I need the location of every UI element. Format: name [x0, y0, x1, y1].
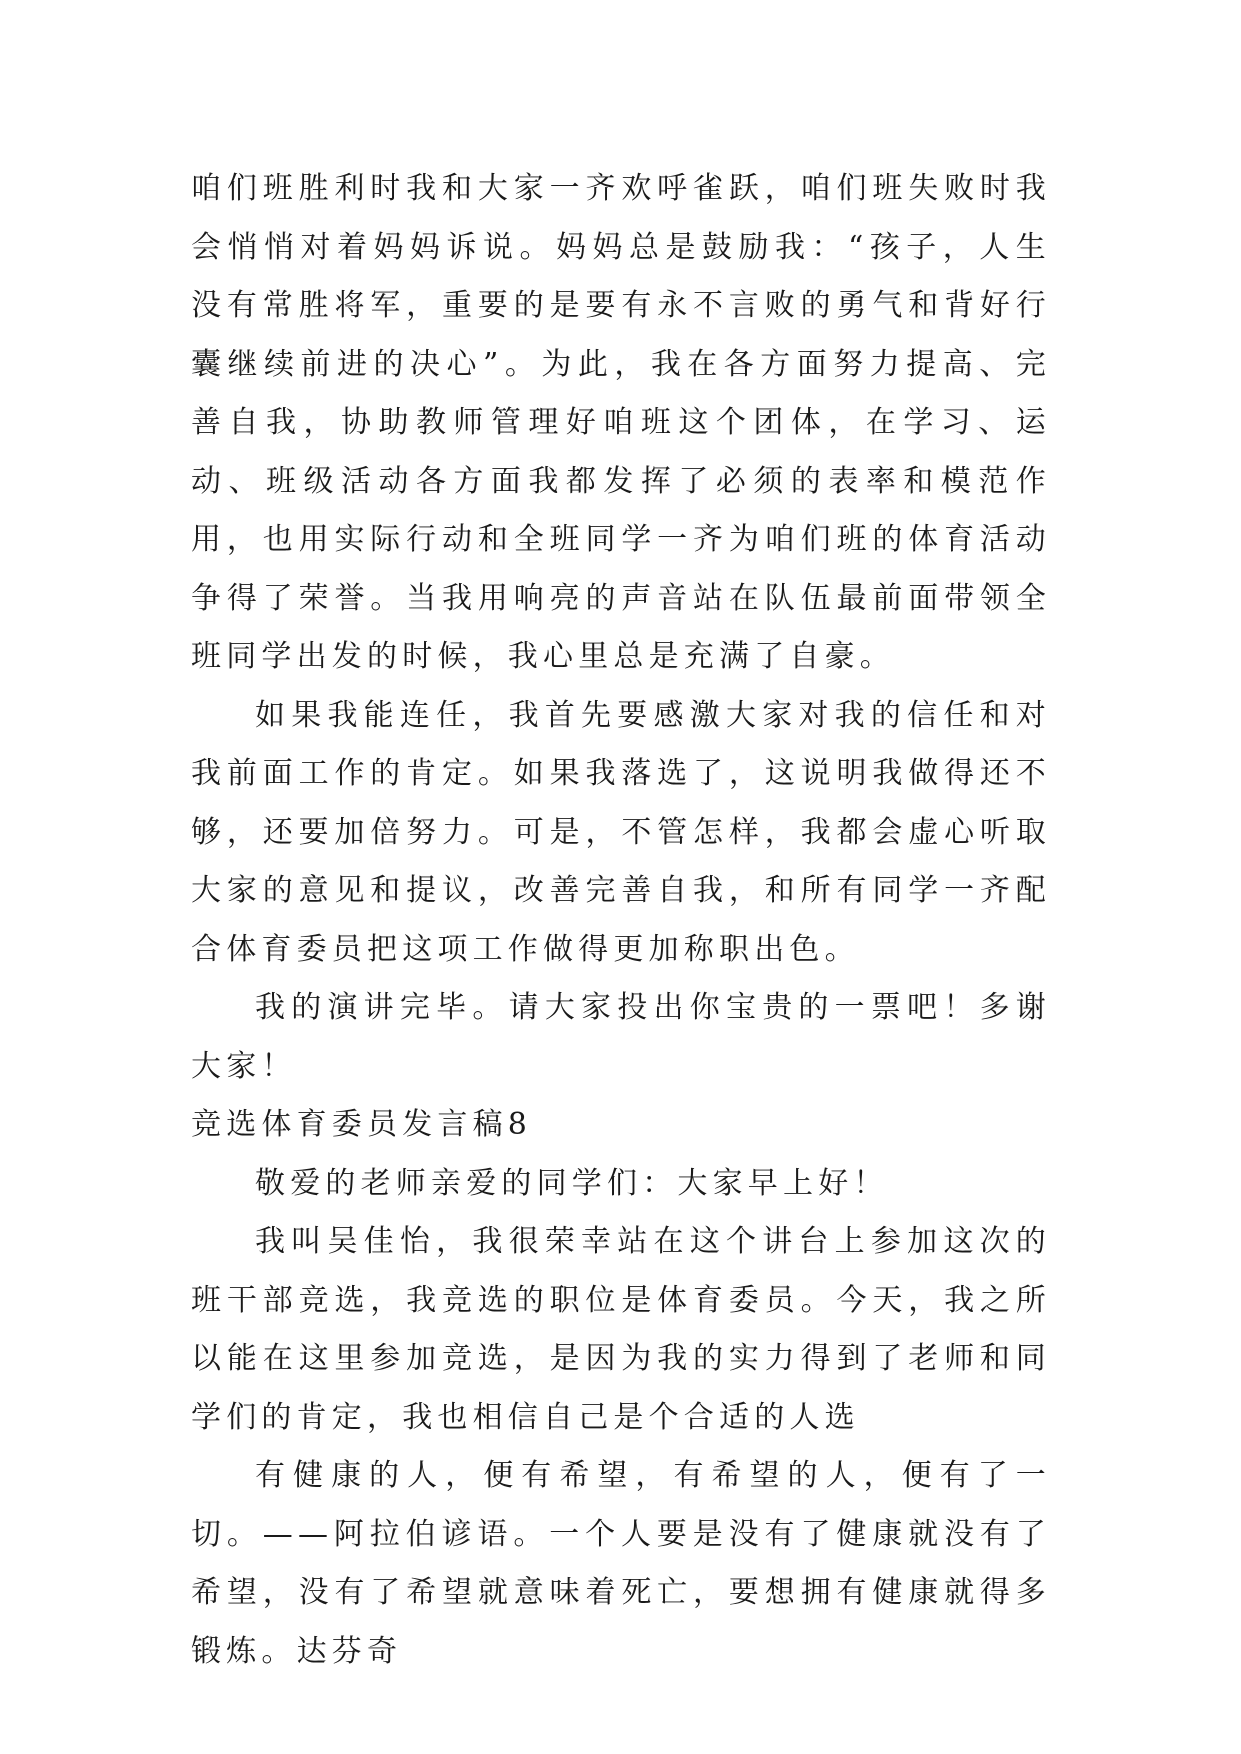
paragraph: 我叫吴佳怡，我很荣幸站在这个讲台上参加这次的班干部竞选，我竞选的职位是体育委员。今天，我之所以能在这里参加竞选，是因为我的实力得到了老师和同学们的肯定，我也相信自己是个合适的人选 — [191, 1224, 1051, 1435]
document-page — [191, 160, 1051, 1681]
paragraph: 如果我能连任，我首先要感激大家对我的信任和对我前面工作的肯定。如果我落选了，这说明我做得还不够，还要加倍努力。可是，不管怎样，我都会虚心听取大家的意见和提议，改善完善自我，和所有同学一齐配合体育委员把这项工作做得更加称职出色。 — [191, 697, 1051, 967]
paragraph: 有健康的人，便有希望，有希望的人，便有了一切。——阿拉伯谚语。一个人要是没有了健康就没有了希望，没有了希望就意味着死亡，要想拥有健康就得多锻炼。达芬奇 — [191, 1458, 1051, 1669]
paragraph: 我的演讲完毕。请大家投出你宝贵的一票吧！多谢大家！ — [191, 990, 1051, 1084]
section-heading: 竞选体育委员发言稿8 — [191, 1107, 533, 1142]
paragraph: 敬爱的老师亲爱的同学们：大家早上好！ — [255, 1165, 889, 1201]
paragraph: 咱们班胜利时我和大家一齐欢呼雀跃，咱们班失败时我会悄悄对着妈妈诉说。妈妈总是鼓励我：“孩子，人生没有常胜将军，重要的是要有永不言败的勇气和背好行囊继续前进的决心”。为此，我在各方面努力提高、完善自我，协助教师管理好咱班这个团体，在学习、运动、班级活动各方面我都发挥了必须的表率和模范作用，也用实际行动和全班同学一齐为咱们班的体育活动争得了荣誉。当我用响亮的声音站在队伍最前面带领全班同学出发的时候，我心里总是充满了自豪。 — [191, 171, 1051, 674]
